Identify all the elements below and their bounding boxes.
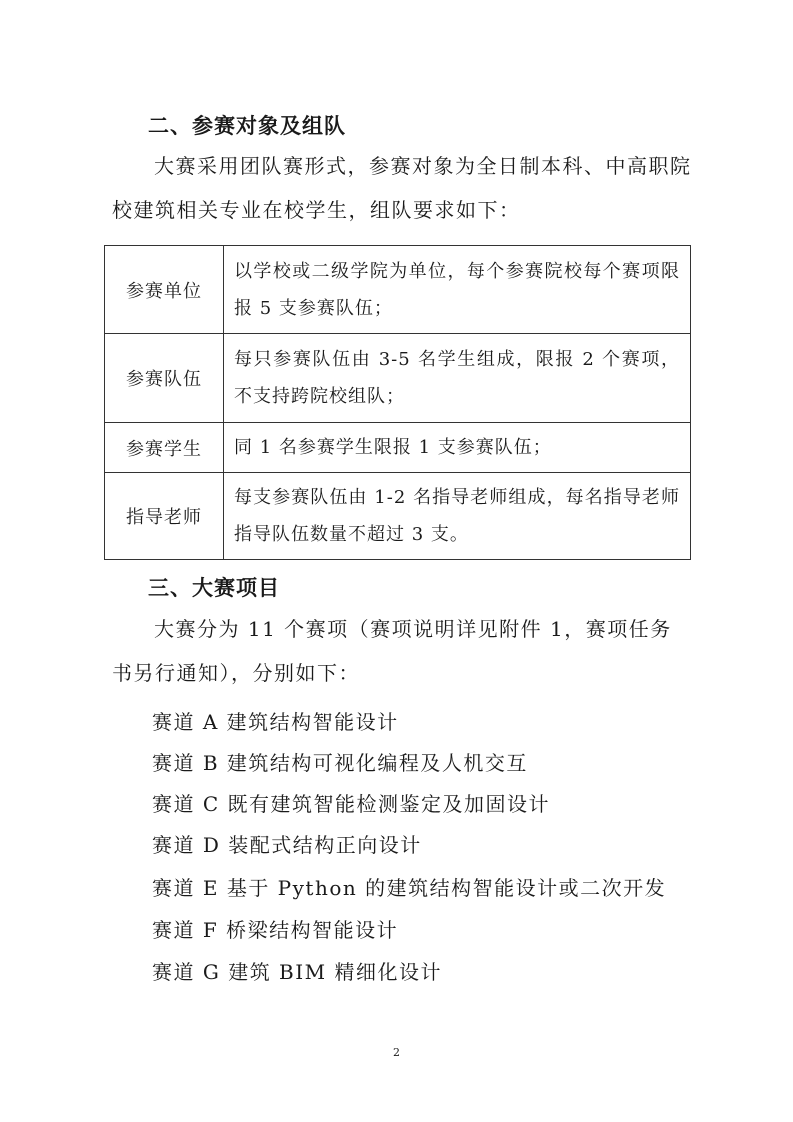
track-item: 赛道 E 基于 Python 的建筑结构智能设计或二次开发	[152, 876, 667, 900]
row-content: 同 1 名参赛学生限报 1 支参赛队伍；	[224, 423, 691, 473]
table-row	[105, 423, 691, 473]
track-item: 赛道 C 既有建筑智能检测鉴定及加固设计	[152, 792, 551, 816]
table-row	[105, 246, 691, 334]
track-item: 赛道 A 建筑结构智能设计	[152, 710, 399, 734]
track-item: 赛道 F 桥梁结构智能设计	[152, 918, 399, 942]
track-item: 赛道 G 建筑 BIM 精细化设计	[152, 960, 442, 984]
row-label: 指导老师	[105, 473, 224, 560]
page-number: 2	[393, 1046, 400, 1059]
row-content: 每只参赛队伍由 3-5 名学生组成，限报 2 个赛项，不支持跨院校组队；	[224, 334, 691, 423]
section-3-heading: 三、大赛项目	[148, 576, 280, 600]
track-item: 赛道 D 装配式结构正向设计	[152, 833, 422, 857]
table-row	[105, 473, 691, 560]
section-2-heading: 二、参赛对象及组队	[148, 114, 346, 138]
row-content: 以学校或二级学院为单位，每个参赛院校每个赛项限报 5 支参赛队伍；	[224, 246, 691, 334]
track-item: 赛道 B 建筑结构可视化编程及人机交互	[152, 751, 528, 775]
section-3-intro: 大赛分为 11 个赛项（赛项说明详见附件 1，赛项任务书另行通知），分别如下：	[112, 617, 672, 685]
row-label: 参赛单位	[105, 246, 224, 334]
row-content: 每支参赛队伍由 1-2 名指导老师组成，每名指导老师指导队伍数量不超过 3 支。	[224, 473, 691, 560]
section-2-intro: 大赛采用团队赛形式，参赛对象为全日制本科、中高职院校建筑相关专业在校学生，组队要求如下：	[112, 154, 692, 222]
table-row	[105, 334, 691, 423]
row-label: 参赛队伍	[105, 334, 224, 423]
row-label: 参赛学生	[105, 423, 224, 473]
team-requirements-table	[104, 245, 691, 560]
